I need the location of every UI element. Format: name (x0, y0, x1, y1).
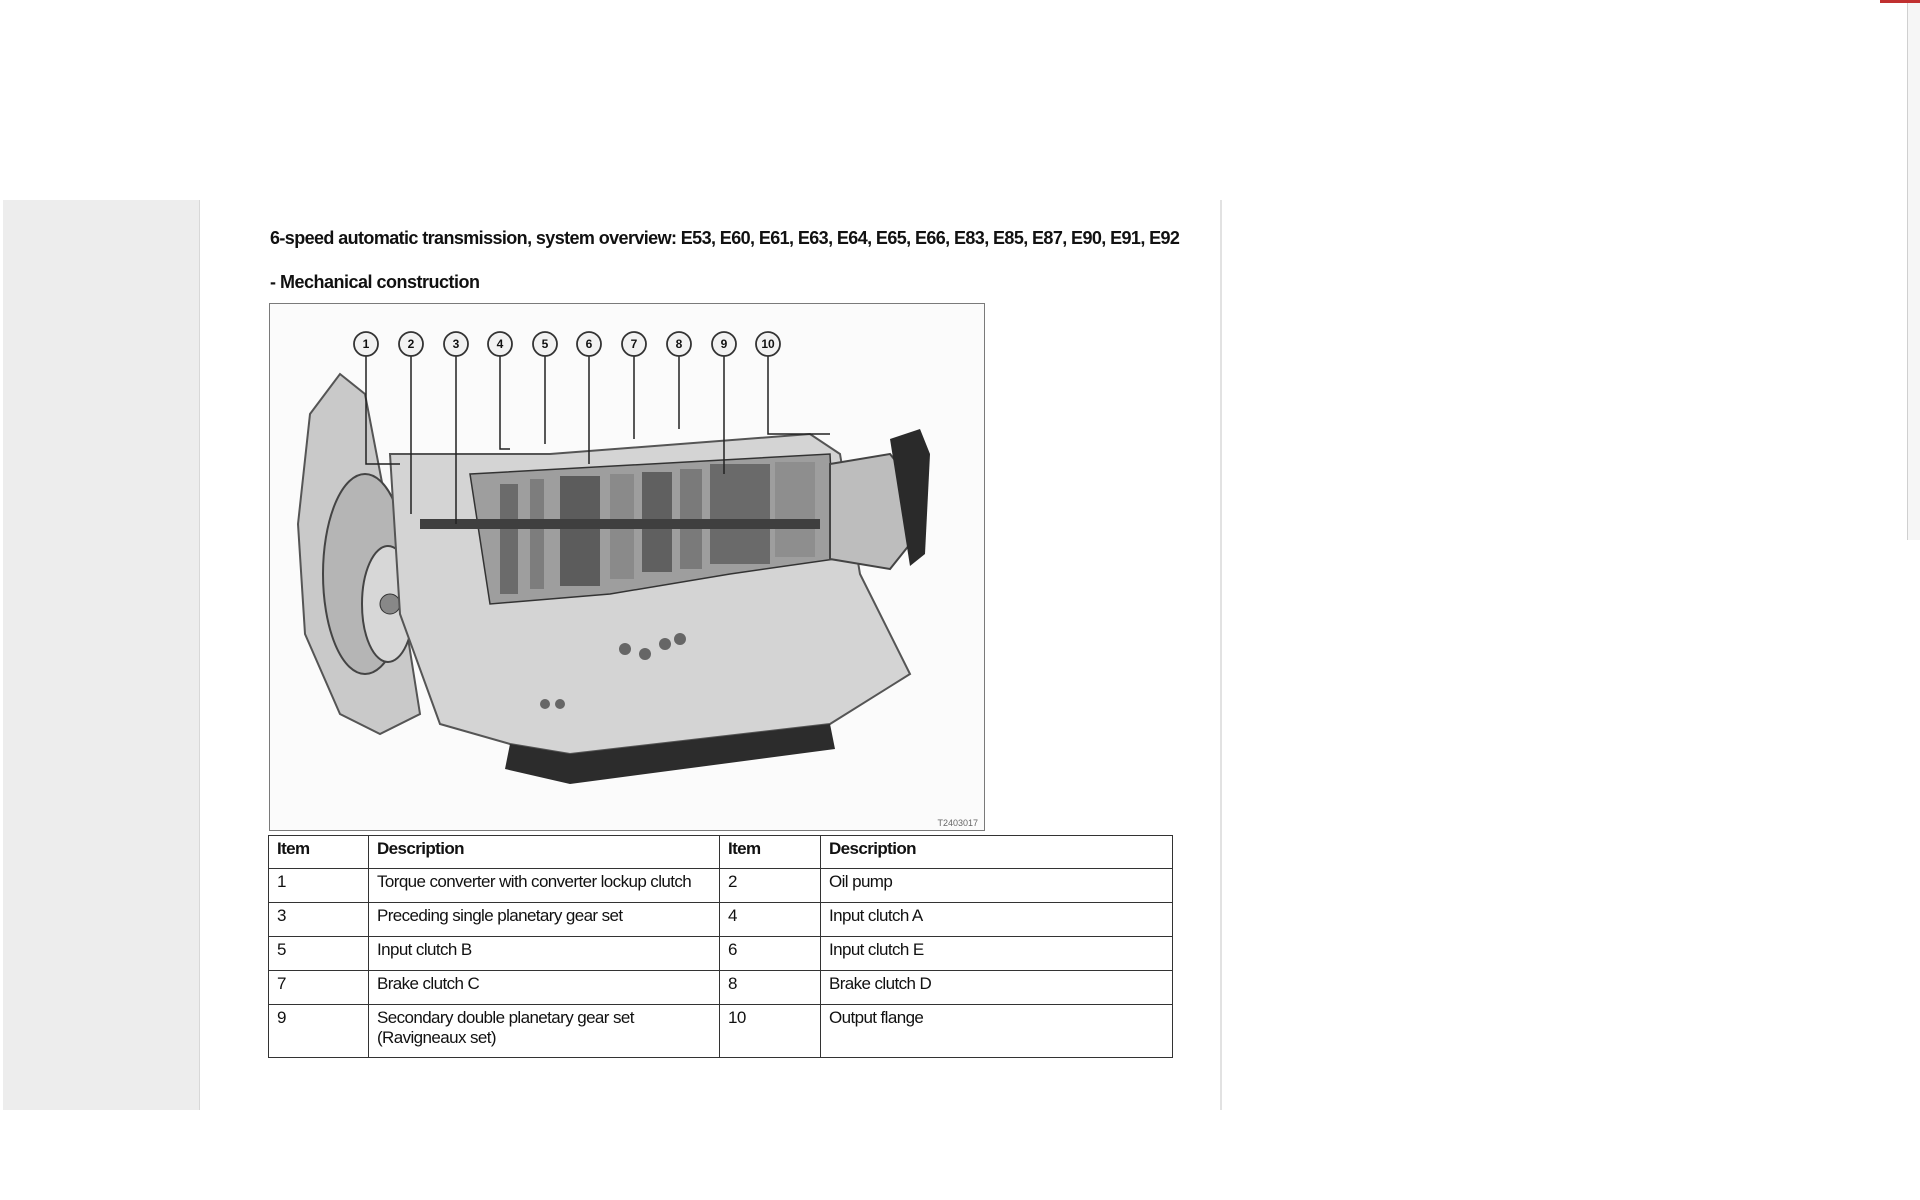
callout-7: 7 (630, 337, 638, 351)
callout-10: 10 (761, 337, 775, 351)
item-number: 6 (720, 937, 821, 971)
item-number: 10 (720, 1005, 821, 1058)
table-header-row (269, 836, 1173, 869)
table-row (269, 903, 1173, 937)
item-description: Output flange (821, 1005, 1173, 1058)
item-number: 5 (269, 937, 369, 971)
callout-9: 9 (720, 337, 728, 351)
header-description: Description (369, 836, 720, 869)
item-description: Secondary double planetary gear set (Ravigneaux set) (369, 1005, 720, 1058)
table-row (269, 937, 1173, 971)
page-title: 6-speed automatic transmission, system overview: E53, E60, E61, E63, E64, E65, E66, E83, E85, E87, E90, E91, E92 (270, 228, 1180, 248)
window-edge-strip (1907, 0, 1920, 540)
transmission-cutaway-figure (269, 303, 985, 831)
item-number: 7 (269, 971, 369, 1005)
item-number: 4 (720, 903, 821, 937)
legend-table (268, 835, 1173, 1058)
item-number: 1 (269, 869, 369, 903)
callout-6: 6 (585, 337, 593, 351)
callout-4: 4 (496, 337, 504, 351)
transmission-illustration (270, 304, 985, 831)
item-description: Brake clutch C (369, 971, 720, 1005)
callout-3: 3 (452, 337, 460, 351)
table-row (269, 971, 1173, 1005)
left-sidebar (3, 200, 200, 1110)
item-number: 2 (720, 869, 821, 903)
item-description: Preceding single planetary gear set (369, 903, 720, 937)
header-item: Item (720, 836, 821, 869)
window-edge-mark (1880, 0, 1920, 3)
item-description: Brake clutch D (821, 971, 1173, 1005)
item-number: 8 (720, 971, 821, 1005)
header-description: Description (821, 836, 1173, 869)
item-description: Torque converter with converter lockup clutch (369, 869, 720, 903)
table-row (269, 1005, 1173, 1058)
item-description: Oil pump (821, 869, 1173, 903)
callout-8: 8 (675, 337, 683, 351)
callout-2: 2 (407, 337, 415, 351)
item-number: 9 (269, 1005, 369, 1058)
callout-5: 5 (541, 337, 549, 351)
document-page (200, 200, 1222, 1110)
item-description: Input clutch B (369, 937, 720, 971)
callout-circles (354, 332, 780, 356)
item-description: Input clutch E (821, 937, 1173, 971)
callout-1: 1 (362, 337, 370, 351)
section-heading: - Mechanical construction (270, 272, 480, 292)
item-description: Input clutch A (821, 903, 1173, 937)
header-item: Item (269, 836, 369, 869)
item-number: 3 (269, 903, 369, 937)
table-row (269, 869, 1173, 903)
figure-code: T2403017 (937, 818, 978, 828)
